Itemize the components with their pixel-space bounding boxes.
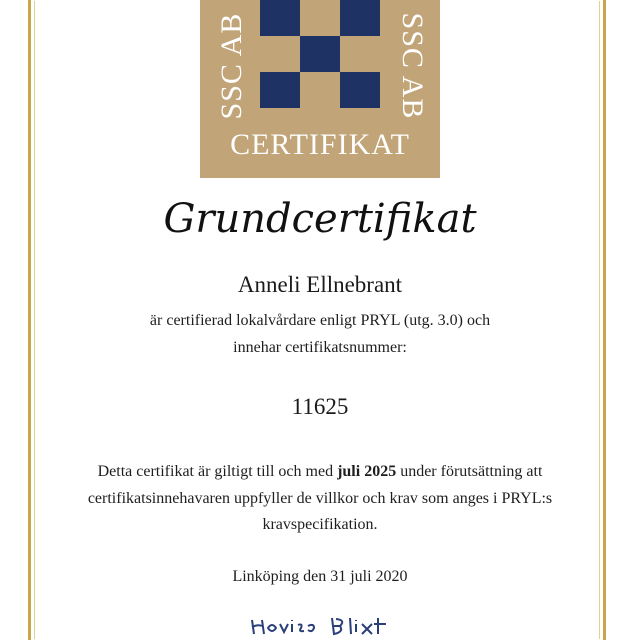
logo-square <box>260 0 300 36</box>
validity-text <box>60 459 580 539</box>
signature <box>248 612 408 640</box>
logo-square <box>300 36 340 72</box>
certificate-number: 11625 <box>291 394 349 419</box>
logo-checker-grid <box>260 0 380 108</box>
place-and-date: Linköping den 31 juli 2020 <box>232 568 408 585</box>
statement-line-1: är certifierad lokalvårdare enligt PRYL (utg. 3.0) och <box>149 312 491 329</box>
logo-square <box>260 72 300 108</box>
logo-side-text-left: SSC AB <box>215 12 248 120</box>
ssc-certifikat-logo <box>200 0 440 178</box>
certificate-title: Grundcertifikat <box>163 196 477 242</box>
logo-side-text-right: SSC AB <box>396 12 429 120</box>
logo-square <box>340 0 380 36</box>
holder-name: Anneli Ellnebrant <box>237 272 403 297</box>
validity-prefix: Detta certifikat är giltigt till och med <box>97 463 338 480</box>
statement-line-2: innehar certifikatsnummer: <box>233 339 407 356</box>
logo-word: CERTIFIKAT <box>230 128 410 161</box>
validity-suffix: under förutsättning att certifikatsinnehavaren uppfyller de villkor och krav som anges i PRYL:s kravspecifikation. <box>87 463 553 533</box>
validity-date: juli 2025 <box>337 463 397 480</box>
logo-square <box>340 72 380 108</box>
